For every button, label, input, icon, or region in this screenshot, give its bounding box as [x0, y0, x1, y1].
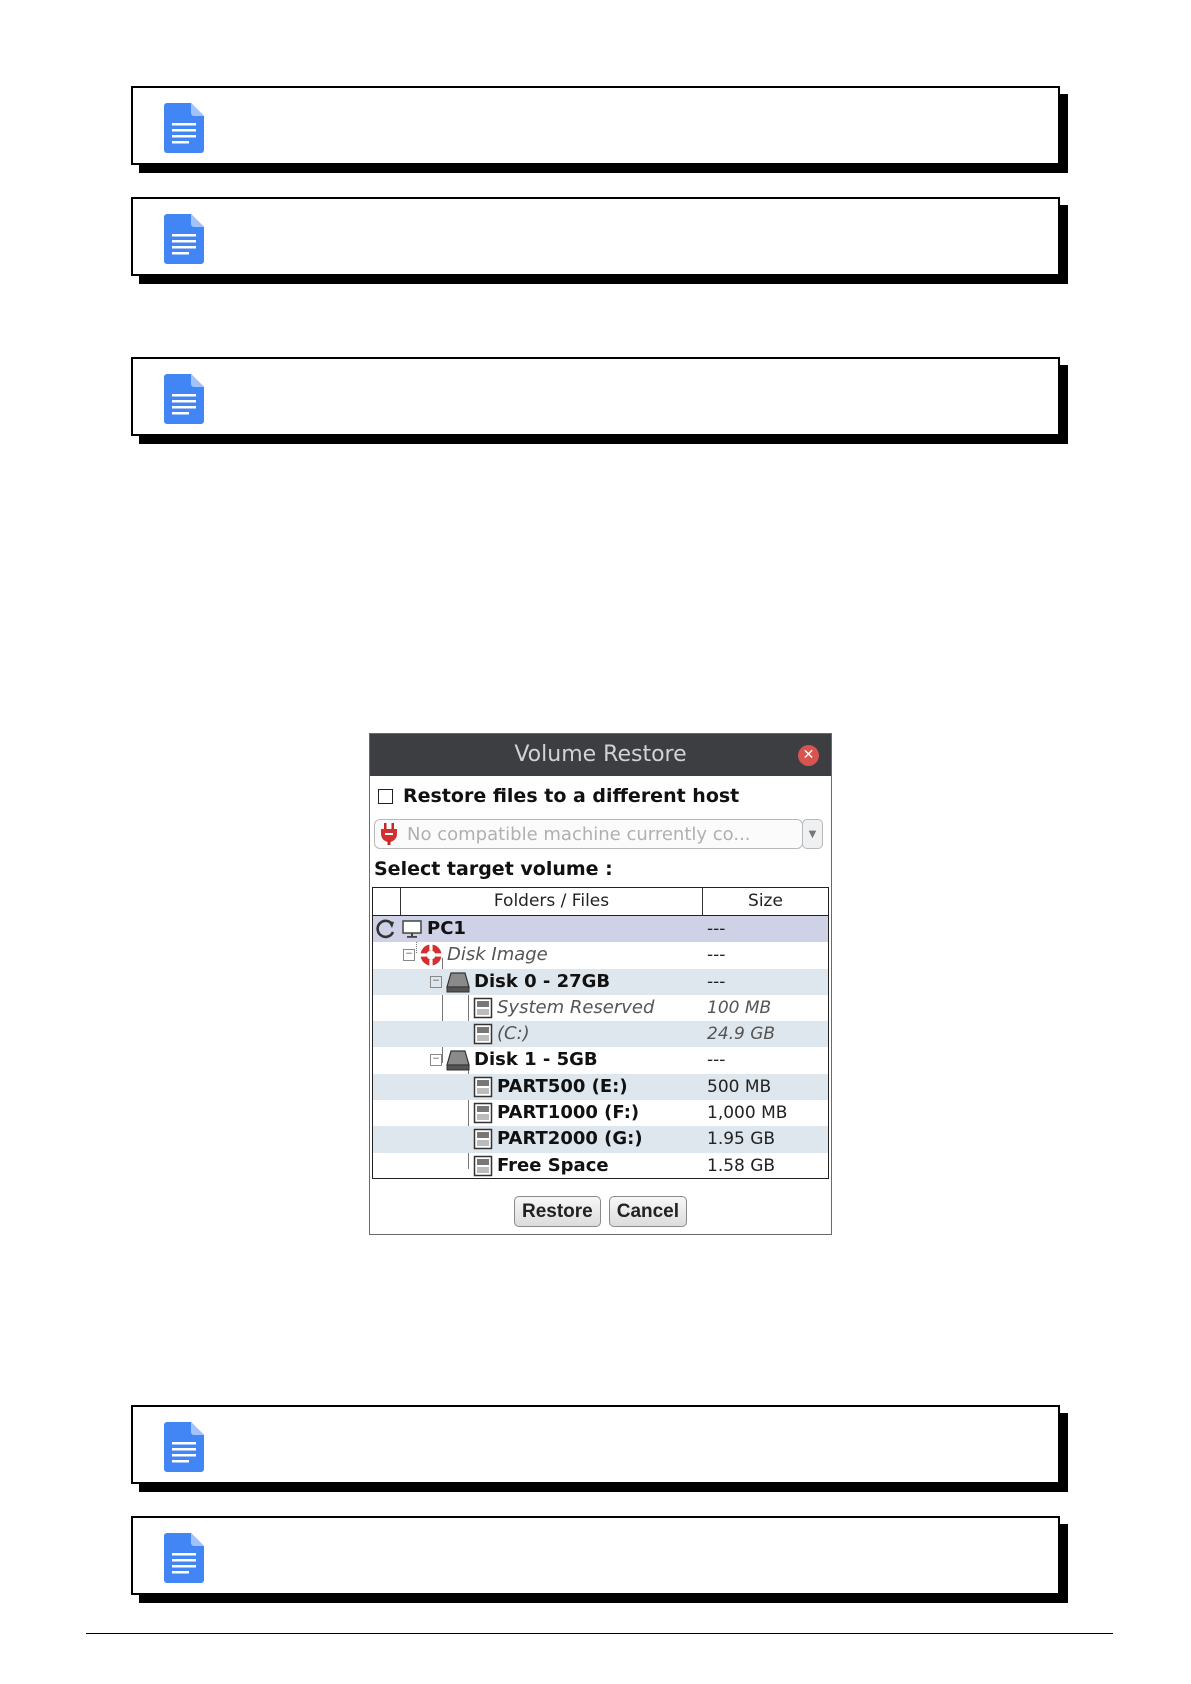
- document-icon: [164, 374, 204, 424]
- volume-tree-table: [372, 887, 829, 1179]
- tree-row-disk-1[interactable]: [373, 1047, 828, 1073]
- close-button[interactable]: [798, 745, 819, 766]
- tree-row-free-space[interactable]: [373, 1153, 828, 1179]
- restore-button[interactable]: Restore: [514, 1196, 601, 1227]
- partition-icon: [473, 1076, 493, 1098]
- combo-value: No compatible machine currently co...: [407, 823, 751, 845]
- tree-node-label: Free Space: [497, 1154, 609, 1176]
- footer-rule: [86, 1633, 1113, 1634]
- note-box: [131, 86, 1060, 165]
- tree-node-label: PART1000 (F:): [497, 1102, 640, 1124]
- tree-node-label: System Reserved: [497, 996, 655, 1018]
- chevron-down-icon: ▼: [808, 828, 817, 840]
- note-box: [131, 357, 1060, 436]
- select-volume-label: Select target volume :: [374, 858, 613, 880]
- document-icon: [164, 1422, 204, 1472]
- combo-dropdown-button[interactable]: [802, 819, 823, 849]
- tree-node-label: (C:): [497, 1023, 530, 1045]
- partition-icon: [473, 1155, 493, 1177]
- tree-node-size: 500 MB: [707, 1076, 772, 1097]
- tree-row-pc1[interactable]: [373, 916, 828, 942]
- note-box: [131, 197, 1060, 276]
- computer-icon: [401, 919, 423, 939]
- tree-node-size: ---: [707, 971, 726, 992]
- tree-node-size: 1,000 MB: [707, 1103, 788, 1124]
- tree-row-part500[interactable]: [373, 1074, 828, 1100]
- table-header: [373, 888, 828, 916]
- cancel-button[interactable]: Cancel: [609, 1196, 687, 1227]
- tree-node-label: Disk Image: [447, 944, 548, 966]
- tree-node-size: 24.9 GB: [707, 1024, 776, 1045]
- document-icon: [164, 214, 204, 264]
- collapse-icon[interactable]: −: [430, 1054, 442, 1066]
- dialog-titlebar[interactable]: [370, 734, 831, 776]
- collapse-icon[interactable]: −: [430, 976, 442, 988]
- hard-drive-icon: [446, 1049, 470, 1071]
- tree-node-size: 1.58 GB: [707, 1155, 776, 1176]
- partition-icon: [473, 1102, 493, 1124]
- tree-row-part1000[interactable]: [373, 1100, 828, 1126]
- tree-row-c-drive[interactable]: [373, 1021, 828, 1047]
- tree-node-label: PC1: [427, 918, 466, 939]
- tree-row-system-reserved[interactable]: [373, 995, 828, 1021]
- different-host-label[interactable]: Restore files to a different host: [403, 785, 740, 807]
- refresh-icon[interactable]: [375, 918, 397, 940]
- note-box: [131, 1405, 1060, 1484]
- tree-node-size: ---: [707, 1050, 726, 1071]
- unplugged-icon: [379, 823, 399, 845]
- dialog-title: Volume Restore: [514, 742, 687, 767]
- tree-node-label: Disk 1 - 5GB: [474, 1049, 598, 1071]
- tree-row-disk-image[interactable]: [373, 942, 828, 968]
- tree-node-size: 100 MB: [707, 997, 772, 1018]
- tree-row-disk-0[interactable]: [373, 969, 828, 995]
- partition-icon: [473, 1128, 493, 1150]
- tree-row-part2000[interactable]: [373, 1126, 828, 1152]
- column-header-name[interactable]: Folders / Files: [400, 888, 702, 915]
- tree-node-size: 1.95 GB: [707, 1129, 776, 1150]
- document-icon: [164, 103, 204, 153]
- volume-restore-dialog: [369, 733, 832, 1235]
- dialog-buttons: [370, 1196, 831, 1227]
- document-icon: [164, 1533, 204, 1583]
- tree-node-size: ---: [707, 945, 726, 966]
- target-machine-combo[interactable]: [374, 819, 803, 849]
- tree-node-label: PART500 (E:): [497, 1075, 628, 1097]
- different-host-checkbox[interactable]: [378, 789, 393, 804]
- tree-node-label: PART2000 (G:): [497, 1128, 643, 1150]
- partition-icon: [473, 997, 493, 1019]
- header-spacer: [373, 888, 400, 915]
- close-icon: ✕: [802, 747, 815, 763]
- note-box: [131, 1516, 1060, 1595]
- collapse-icon[interactable]: −: [403, 949, 415, 961]
- different-host-row: [378, 785, 739, 807]
- partition-icon: [473, 1023, 493, 1045]
- lifebuoy-icon: [419, 943, 443, 967]
- column-header-size[interactable]: Size: [702, 888, 828, 915]
- tree-node-size: ---: [707, 919, 726, 939]
- hard-drive-icon: [446, 971, 470, 993]
- tree-node-label: Disk 0 - 27GB: [474, 970, 611, 992]
